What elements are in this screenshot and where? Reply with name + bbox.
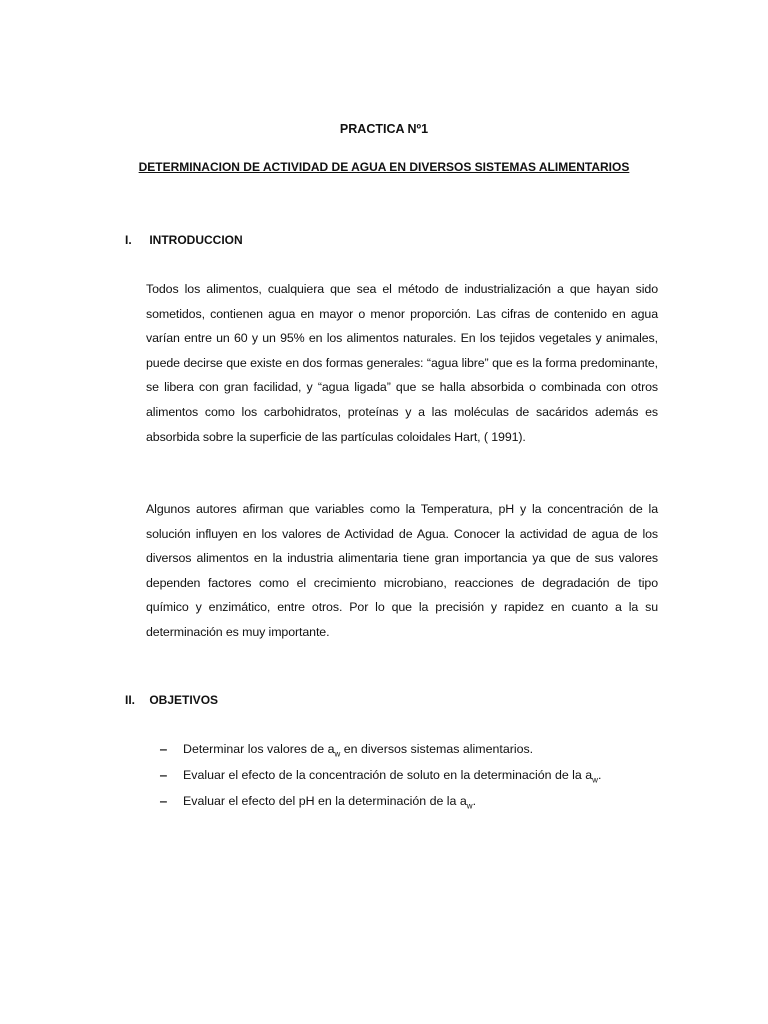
section-number: II. (125, 693, 136, 707)
list-item (160, 765, 640, 791)
objectives-list (160, 739, 640, 817)
section-heading-intro (125, 233, 243, 247)
objective-text: Evaluar el efecto de la concentración de soluto en la determinación de la $a_w$. (183, 768, 602, 785)
bullet-dash: ‒ (160, 768, 167, 782)
bullet-dash: ‒ (160, 794, 167, 808)
section-title: OBJETIVOS (149, 693, 219, 707)
document-title: PRACTICA Nº1 (339, 122, 429, 136)
list-item (160, 739, 640, 765)
document-subtitle: DETERMINACION DE ACTIVIDAD DE AGUA EN DIVERSOS SISTEMAS ALIMENTARIOS (138, 160, 630, 174)
section-heading-objectives (125, 693, 218, 707)
objective-text: Evaluar el efecto del pH en la determinación de la $a_w$. (183, 794, 477, 811)
paragraph-text: Todos los alimentos, cualquiera que sea el método de industrialización a que hayan sido sometidos, contienen agua en mayor o menor proporción. Las cifras de contenido en agua varían entre un 60 y un 95% en los alimentos naturales. En los tejidos vegetales y animales, puede decirse que existe en dos formas generales: “agua libre” que es la forma predominante, se libera con gran facilidad, y “agua ligada” que se halla absorbida o combinada con otros alimentos como los carbohidratos, proteínas y a las moléculas de sacáridos además es absorbida sobre la superficie de las partículas coloidales Hart, ( 1991). (146, 282, 658, 444)
section-number: I. (125, 233, 132, 247)
list-item (160, 791, 640, 817)
bullet-dash: ‒ (160, 742, 167, 756)
paragraph-text: Algunos autores afirman que variables como la Temperatura, pH y la concentración de la solución influyen en los valores de Actividad de Agua. Conocer la actividad de agua de los diversos alimentos en la industria alimentaria tiene gran importancia ya que de sus valores dependen factores como el crecimiento microbiano, reacciones de degradación de tipo químico y enzimático, entre otros. Por lo que la precisión y rapidez en cuanto a la su determinación es muy importante. (146, 502, 658, 639)
objective-text: Determinar los valores de $a_w$ en diversos sistemas alimentarios. (183, 742, 534, 759)
intro-paragraph-1 (146, 277, 658, 449)
intro-paragraph-2 (146, 497, 658, 645)
section-title: INTRODUCCION (149, 233, 243, 247)
